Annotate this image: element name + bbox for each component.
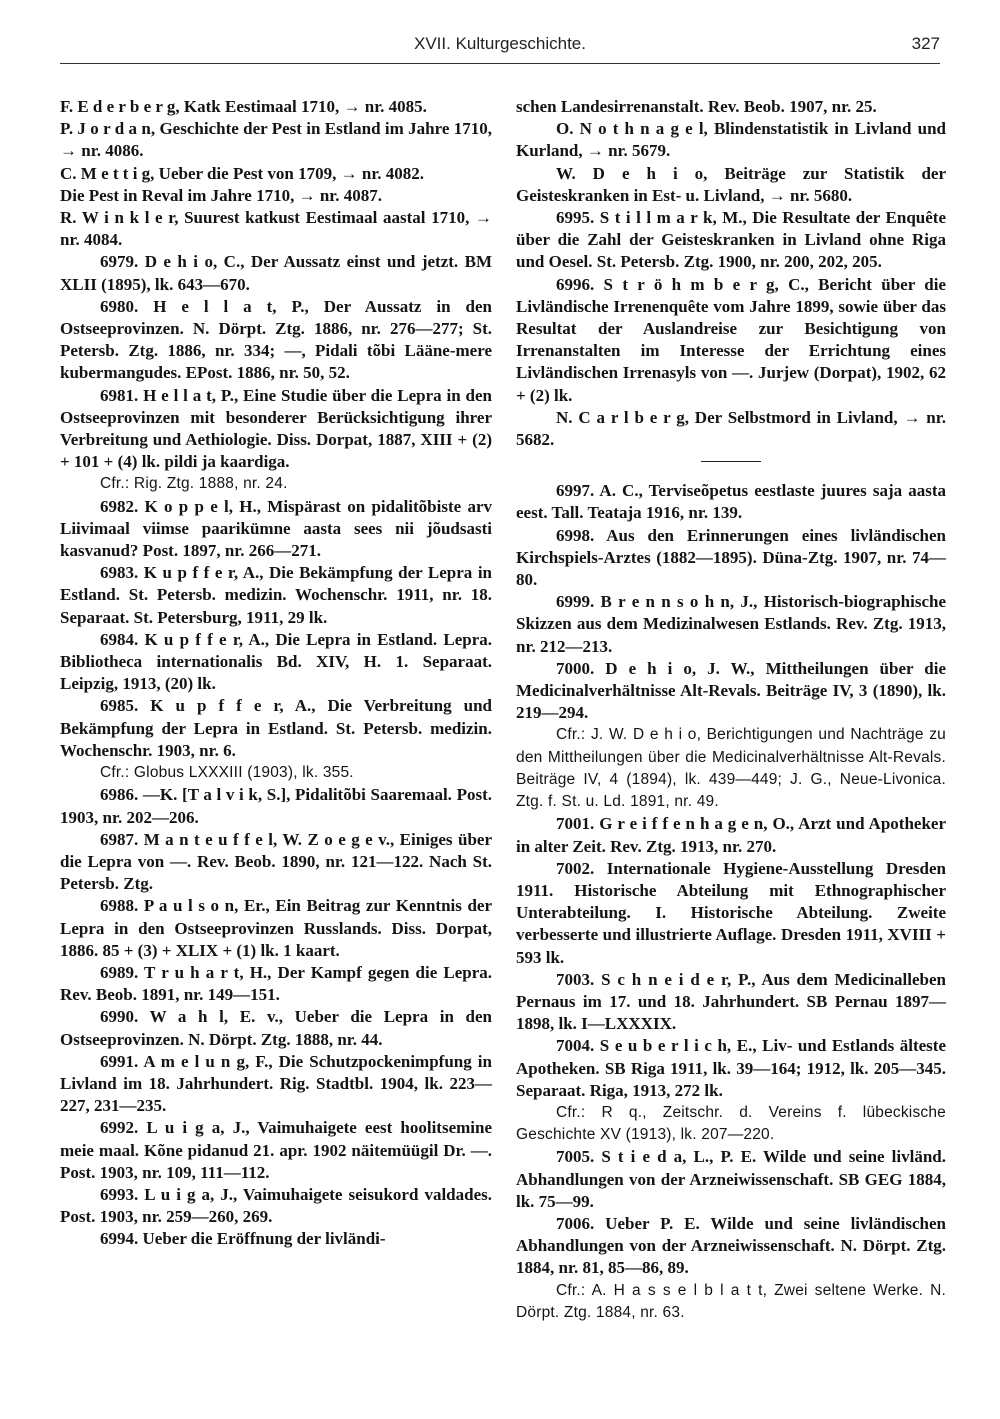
bibliography-entry: 6981. H e l l a t, P., Eine Studie über die Lepra in den Ostseeprovinzen mit besonderer Berücksichtigung ihrer Verbreitung und Aethiologie. Diss. Dorpat, 1887, XIII + (2) + 101 + (4) lk. pildi ja kaardiga. <box>60 385 492 472</box>
bibliography-entry: Cfr.: A. H a s s e l b l a t t, Zwei seltene Werke. N. Dörpt. Ztg. 1884, nr. 63. <box>516 1281 946 1321</box>
bibliography-entry: Cfr.: R q., Zeitschr. d. Vereins f. lübeckische Geschichte XV (1913), lk. 207—220. <box>516 1103 946 1144</box>
bibliography-entry: 7005. S t i e d a, L., P. E. Wilde und seine livländ. Abhandlungen von der Arzneiwissenschaft. SB GEG 1884, lk. 75—99. <box>516 1147 946 1211</box>
bibliography-entry: 7003. S c h n e i d e r, P., Aus dem Medicinalleben Pernaus im 17. und 18. Jahrhundert. SB Pernau 1897—1898, lk. I—LXXXIX. <box>516 969 946 1034</box>
bibliography-entry: 7004. S e u b e r l i c h, E., Liv- und Estlands älteste Apotheken. SB Riga 1911, lk. 39—164; 1912, lk. 205—345. Separaat. Riga, 1913, 272 lk. <box>516 1036 946 1100</box>
bibliography-entry: 6988. P a u l s o n, Er., Ein Beitrag zur Kenntnis der Lepra in den Ostseeprovinzen Russlands. Diss. Dorpat, 1886. 85 + (3) + XLIX + (1) lk. 1 kaart. <box>60 896 492 960</box>
left-column <box>60 96 492 1251</box>
right-column <box>516 96 946 1324</box>
right-column-top <box>516 96 946 451</box>
bibliography-entry: C. M e t t i g, Ueber die Pest von 1709, → nr. 4082. <box>60 163 425 183</box>
section-divider <box>701 461 761 462</box>
bibliography-entry: 6983. K u p f f e r, A., Die Bekämpfung der Lepra in Estland. St. Petersb. medizin. Wochenschr. 1911, nr. 18. Separaat. St. Petersburg, 1911, 29 lk. <box>60 563 492 627</box>
bibliography-entry: Cfr.: J. W. D e h i o, Berichtigungen und Nachträge zu den Mittheilungen über die Medicinalverhältnisse Alt-Revals. Beiträge IV, 4 (1894), lk. 439—449; J. G., Neue-Livonica. Ztg. f. St. u. Ld. 1891, nr. 49. <box>516 726 946 811</box>
bibliography-entry: W. D e h i o, Beiträge zur Statistik der Geisteskranken in Est- u. Livland, → nr. 5680. <box>516 163 946 205</box>
page-header <box>60 34 940 60</box>
chapter-title: XVII. Kulturgeschichte. <box>414 34 586 53</box>
bibliography-entry: 6992. L u i g a, J., Vaimuhaigete eest hoolitsemine meie maal. Kõne pidanud 21. apr. 1902 näitemüügil Dr. —. Post. 1903, nr. 109, 111—112. <box>60 1118 492 1182</box>
bibliography-entry: 6991. A m e l u n g, F., Die Schutzpockenimpfung in Livland im 18. Jahrhundert. Rig. Stadtbl. 1904, lk. 223—227, 231—235. <box>60 1051 492 1116</box>
bibliography-entry: O. N o t h n a g e l, Blindenstatistik in Livland und Kurland, → nr. 5679. <box>516 119 946 161</box>
bibliography-entry: 7001. G r e i f f e n h a g e n, O., Arzt und Apotheker in alter Zeit. Rev. Ztg. 1913, nr. 270. <box>516 814 946 856</box>
bibliography-entry: Die Pest in Reval im Jahre 1710, → nr. 4087. <box>60 185 383 205</box>
bibliography-entry: 6999. B r e n n s o h n, J., Historisch-biographische Skizzen aus dem Medizinalwesen Estlands. Rev. Ztg. 1913, nr. 212—213. <box>516 592 946 656</box>
bibliography-entry: Cfr.: Globus LXXXIII (1903), lk. 355. <box>100 764 354 782</box>
bibliography-entry: 6996. S t r ö h m b e r g, C., Bericht über die Livländische Irrenenquête vom Jahre 1899, sowie über das Resultat der Auslandreise zur Besichtigung von Irrenanstalten im Interesse der Errichtung eines Livländischen Irrenasyls von —. Jurjew (Dorpat), 1902, 62 + (2) lk. <box>516 274 946 405</box>
bibliography-entry: 6989. T r u h a r t, H., Der Kampf gegen die Lepra. Rev. Beob. 1891, nr. 149—151. <box>60 962 492 1005</box>
bibliography-entry: 6998. Aus den Erinnerungen eines livländischen Kirchspiels-Arztes (1882—1895). Düna-Ztg. 1907, nr. 74—80. <box>516 525 946 590</box>
bibliography-entry: P. J o r d a n, Geschichte der Pest in Estland im Jahre 1710, → nr. 4086. <box>60 119 492 161</box>
bibliography-entry: 6985. K u p f f e r, A., Die Verbreitung und Bekämpfung der Lepra in Estland. St. Petersb. medizin. Wochenschr. 1903, nr. 6. <box>60 696 492 760</box>
bibliography-entry: 6980. H e l l a t, P., Der Aussatz in den Ostseeprovinzen. N. Dörpt. Ztg. 1886, nr. 276—277; St. Petersb. Ztg. 1886, nr. 334; —, Pidali tõbi Lääne-mere kubermangudes. EPost. 1886, nr. 50, 52. <box>60 296 492 383</box>
bibliography-entry: 6984. K u p f f e r, A., Die Lepra in Estland. Lepra. Bibliotheca internationalis Bd. XIV, H. 1. Separaat. Leipzig, 1913, (20) lk. <box>60 629 492 694</box>
bibliography-entry: N. C a r l b e r g, Der Selbstmord in Livland, → nr. 5682. <box>516 407 946 450</box>
bibliography-entry: 6990. W a h l, E. v., Ueber die Lepra in den Ostseeprovinzen. N. Dörpt. Ztg. 1888, nr. 44. <box>60 1007 492 1049</box>
right-column-bottom <box>516 480 946 1324</box>
bibliography-entry: 6997. A. C., Terviseõpetus eestlaste juures saja aasta eest. Tall. Teataja 1916, nr. 139. <box>516 481 946 523</box>
bibliography-entry: 7002. Internationale Hygiene-Ausstellung Dresden 1911. Historische Abteilung mit Ethnographischer Unterabteilung. I. Historische Abteilung. Zweite verbesserte und illustrierte Auflage. Dresden 1911, XVIII + 593 lk. <box>516 858 946 967</box>
bibliography-entry: 6987. M a n t e u f f e l, W. Z o e g e v., Einiges über die Lepra von —. Rev. Beob. 1890, nr. 121—122. Nach St. Petersb. Ztg. <box>60 829 492 894</box>
bibliography-entry: R. W i n k l e r, Suurest katkust Eestimaal aastal 1710, → nr. 4084. <box>60 208 492 250</box>
bibliography-entry: Cfr.: Rig. Ztg. 1888, nr. 24. <box>100 475 288 493</box>
bibliography-entry: 6982. K o p p e l, H., Mispärast on pidalitõbiste arv Liivimaal viimse paarikümne aasta sees nii jõudsasti kasvanud? Post. 1897, nr. 266—271. <box>60 496 492 561</box>
page-number: 327 <box>911 34 940 53</box>
bibliography-entry: 7000. D e h i o, J. W., Mittheilungen über die Medicinalverhältnisse Alt-Revals. Beiträge IV, 3 (1890), lk. 219—294. <box>516 658 946 723</box>
bibliography-entry: F. E d e r b e r g, Katk Eestimaal 1710, → nr. 4085. <box>60 97 427 116</box>
bibliography-entry: 7006. Ueber P. E. Wilde und seine livländischen Abhandlungen von der Arzneiwissenschaft. N. Dörpt. Ztg. 1884, nr. 81, 85—86, 89. <box>516 1213 946 1278</box>
bibliography-entry: 6993. L u i g a, J., Vaimuhaigete seisukord valdades. Post. 1903, nr. 259—260, 269. <box>60 1184 492 1227</box>
bibliography-entry: schen Landesirrenanstalt. Rev. Beob. 1907, nr. 25. <box>516 97 877 116</box>
bibliography-entry: 6979. D e h i o, C., Der Aussatz einst und jetzt. BM XLII (1895), lk. 643—670. <box>60 252 492 294</box>
bibliography-entry: 6995. S t i l l m a r k, M., Die Resultate der Enquête über die Zahl der Geisteskranken in Livland ohne Riga und Oesel. St. Petersb. Ztg. 1900, nr. 200, 202, 205. <box>516 208 946 272</box>
header-rule <box>60 63 940 64</box>
bibliography-entry: 6994. Ueber die Eröffnung der livländi- <box>100 1229 386 1249</box>
bibliography-entry: 6986. —K. [T a l v i k, S.], Pidalitõbi Saaremaal. Post. 1903, nr. 202—206. <box>60 785 492 827</box>
